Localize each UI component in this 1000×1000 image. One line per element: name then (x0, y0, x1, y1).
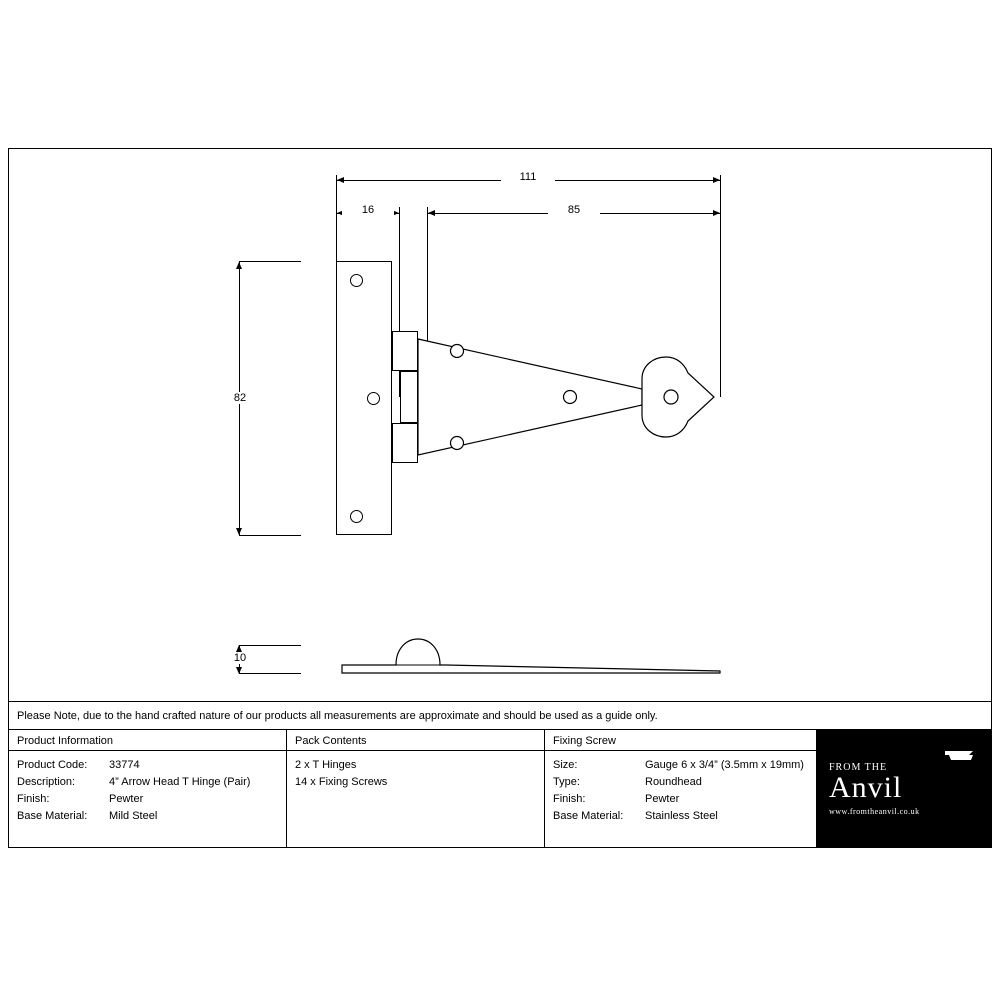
drawing-frame (8, 148, 992, 848)
row-screw-finish (553, 791, 808, 808)
label-screw-base-material: Base Material: (553, 810, 624, 822)
value-finish: Pewter (109, 793, 144, 805)
dim-label-111: 111 (501, 171, 555, 183)
arrow-up-82 (236, 262, 242, 269)
product-information-body (9, 751, 286, 831)
hinge-strap-outline (414, 335, 734, 459)
ext-line-bottom-82 (239, 535, 301, 536)
technical-drawing (9, 149, 991, 701)
screw-hole-plate-bottom (350, 510, 363, 523)
arrow-down-82 (236, 528, 242, 535)
arrow-up-10 (236, 645, 242, 652)
ext-line-top-82 (239, 261, 301, 262)
value-screw-type: Roundhead (645, 776, 702, 788)
arrow-left-111 (337, 177, 344, 183)
row-screw-base-material (553, 808, 808, 825)
label-product-code: Product Code: (17, 759, 88, 771)
hinge-leaf-plate (336, 261, 392, 535)
dim-label-16: 16 (342, 204, 394, 216)
label-description: Description: (17, 776, 76, 788)
label-screw-type: Type: (553, 776, 580, 788)
pack-contents-body (287, 751, 544, 797)
value-screw-base-material: Stainless Steel (645, 810, 718, 822)
ext-line-bottom-10 (239, 673, 301, 674)
logo-url: www.fromtheanvil.co.uk (829, 807, 920, 816)
arrow-right-85 (713, 210, 720, 216)
ext-line-top-10 (239, 645, 301, 646)
label-base-material: Base Material: (17, 810, 88, 822)
fixing-screw-header: Fixing Screw (545, 730, 816, 751)
measurement-note: Please Note, due to the hand crafted nature of our products all measurements are approximate and should be used as a guide only. (9, 701, 991, 729)
dim-label-85: 85 (548, 204, 600, 216)
arrow-right-111 (713, 177, 720, 183)
pack-contents-line-2: 14 x Fixing Screws (295, 776, 388, 788)
brand-logo (817, 730, 991, 848)
row-base-material (17, 808, 278, 825)
row-screw-type (553, 774, 808, 791)
pack-contents-column (287, 730, 545, 848)
value-product-code: 33774 (109, 759, 140, 771)
logo-anvil-name: Anvil (829, 771, 903, 804)
value-screw-finish: Pewter (645, 793, 680, 805)
arrow-left-85 (428, 210, 435, 216)
label-screw-finish: Finish: (553, 793, 586, 805)
value-screw-size: Gauge 6 x 3/4” (3.5mm x 19mm) (645, 759, 804, 771)
info-table (9, 729, 991, 847)
label-finish: Finish: (17, 793, 50, 805)
product-information-header: Product Information (9, 730, 286, 751)
fixing-screw-body (545, 751, 816, 831)
row-product-code (17, 757, 278, 774)
label-screw-size: Size: (553, 759, 578, 771)
value-description: 4” Arrow Head T Hinge (Pair) (109, 776, 251, 788)
dim-label-10: 10 (227, 652, 253, 664)
row-description (17, 774, 278, 791)
pack-contents-line-1: 2 x T Hinges (295, 759, 357, 771)
anvil-icon (943, 748, 977, 764)
hinge-side-profile (336, 627, 726, 683)
pack-contents-header: Pack Contents (287, 730, 544, 751)
fixing-screw-column (545, 730, 817, 848)
screw-hole-plate-middle (367, 392, 380, 405)
row-screw-size (553, 757, 808, 774)
logo-from-the: FROM THE (829, 762, 888, 773)
screw-hole-plate-top (350, 274, 363, 287)
product-information-column (9, 730, 287, 848)
dim-label-82: 82 (227, 392, 253, 404)
row-finish (17, 791, 278, 808)
value-base-material: Mild Steel (109, 810, 158, 822)
